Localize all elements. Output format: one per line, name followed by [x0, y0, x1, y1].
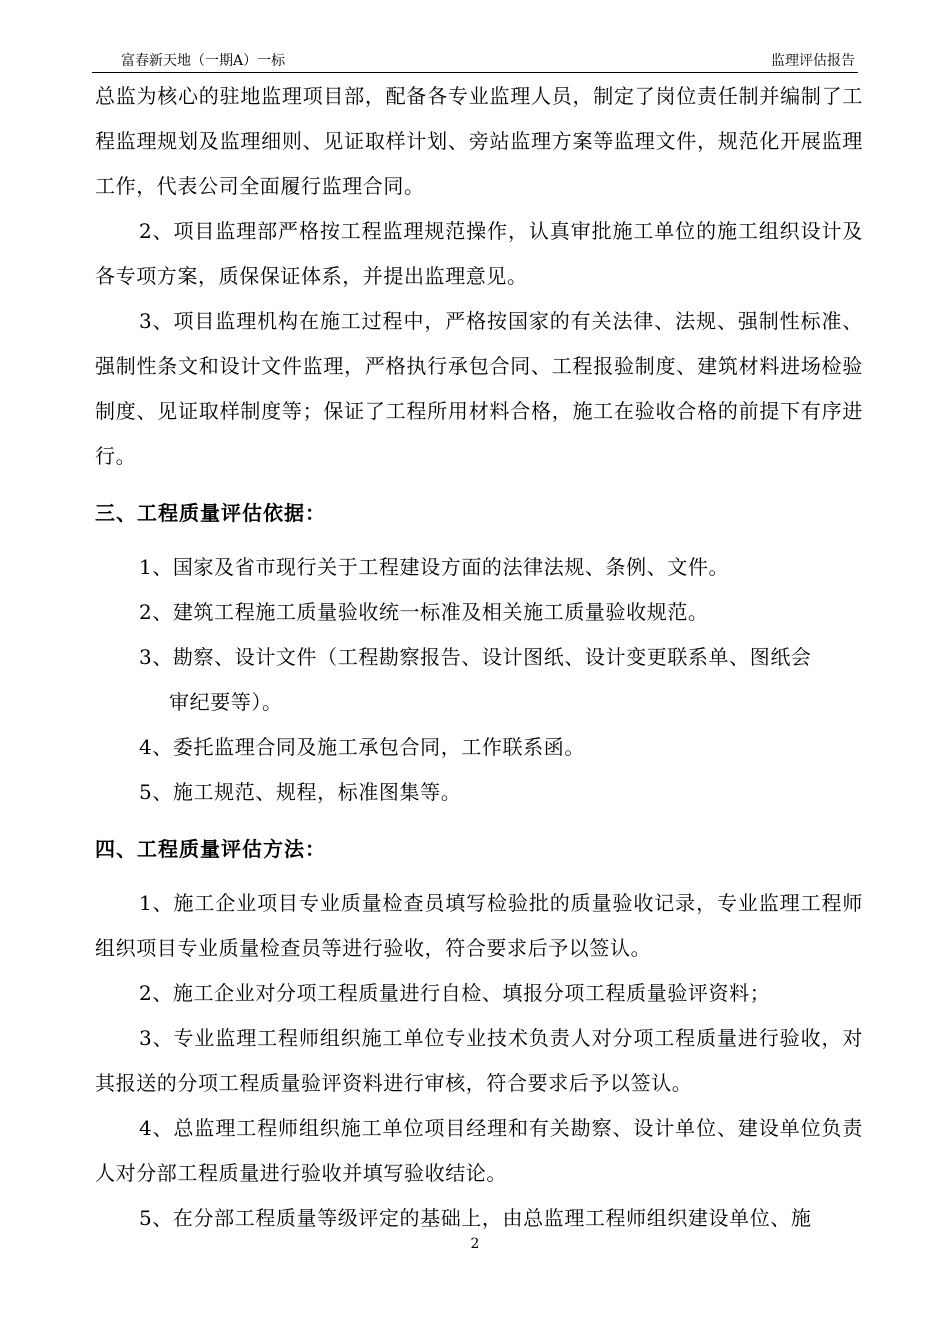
header-project-name: 富春新天地（一期A）一标 — [121, 53, 286, 69]
basis-item-3: 3、勘察、设计文件（工程勘察报告、设计图纸、设计变更联系单、图纸会 — [139, 645, 812, 669]
method-item-3: 3、专业监理工程师组织施工单位专业技术负责人对分项工程质量进行验收，对其报送的分项工程质量验评资料进行审核，符合要求后予以签认。 — [95, 1026, 863, 1095]
paragraph-continuation: 总监为核心的驻地监理项目部，配备各专业监理人员，制定了岗位责任制并编制了工程监理规划及监理细则、见证取样计划、旁站监理方案等监理文件，规范化开展监理工作，代表公司全面履行监理合同。 — [95, 84, 863, 198]
basis-item-2: 2、建筑工程施工质量验收统一标准及相关施工质量验收规范。 — [139, 600, 709, 624]
method-item-2: 2、施工企业对分项工程质量进行自检、填报分项工程质量验评资料； — [139, 981, 771, 1005]
basis-item-4: 4、委托监理合同及施工承包合同，工作联系函。 — [139, 735, 585, 759]
page-header — [95, 52, 855, 72]
page-number: 2 — [470, 1236, 480, 1252]
method-item-4: 4、总监理工程师组织施工单位项目经理和有关勘察、设计单位、建设单位负责人对分部工程质量进行验收并填写验收结论。 — [95, 1116, 863, 1185]
paragraph-item-3: 3、项目监理机构在施工过程中，严格按国家的有关法律、法规、强制性标准、强制性条文和设计文件监理，严格执行承包合同、工程报验制度、建筑材料进场检验制度、见证取样制度等；保证了工程所用材料合格，施工在验收合格的前提下有序进行。 — [95, 309, 863, 468]
basis-item-3-cont: 审纪要等）。 — [169, 690, 283, 714]
header-report-title: 监理评估报告 — [771, 53, 855, 69]
method-item-1: 1、施工企业项目专业质量检查员填写检验批的质量验收记录，专业监理工程师组织项目专业质量检查员等进行验收，符合要求后予以签认。 — [95, 891, 863, 960]
header-divider — [92, 72, 858, 73]
section-4-heading: 四、工程质量评估方法： — [95, 837, 326, 861]
section-3-heading: 三、工程质量评估依据： — [95, 501, 326, 525]
basis-item-5: 5、施工规范、规程，标准图集等。 — [139, 780, 462, 804]
method-item-5: 5、在分部工程质量等级评定的基础上，由总监理工程师组织建设单位、施 — [139, 1206, 812, 1230]
paragraph-item-2: 2、项目监理部严格按工程监理规范操作，认真审批施工单位的施工组织设计及各专项方案，质保保证体系，并提出监理意见。 — [95, 219, 863, 288]
document-body — [95, 74, 863, 1241]
basis-item-1: 1、国家及省市现行关于工程建设方面的法律法规、条例、文件。 — [139, 555, 730, 579]
